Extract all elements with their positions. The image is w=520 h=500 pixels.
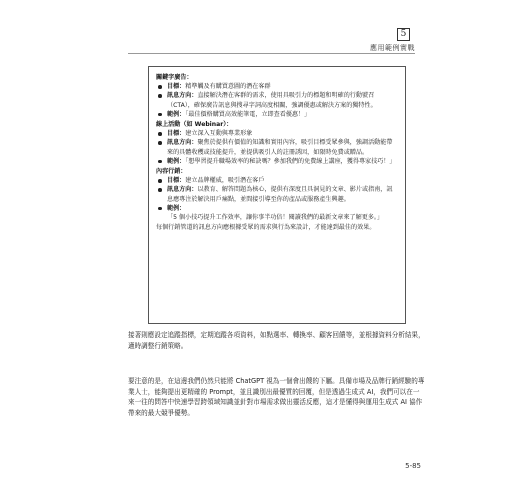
bullet-term: 訊息方向： — [167, 139, 198, 147]
box-summary: 每個行銷管道的訊息方向應根據受眾的需求與行為來設計，才能達到最佳的效果。 — [156, 224, 376, 232]
bullet-term: 目標： — [167, 130, 186, 138]
bullet-text: 「最佳價格購買高效能筆電，立即查看優惠！」 — [185, 110, 311, 118]
body-paragraph-2: 要注意的是，在這邊我們仍然只能將 ChatGPT 視為一個會出餿的下屬。具備市場及品牌行銷經驗的專業人士，能夠提出更精確的 Prompt，並且識別出最優質的回覆，但是透過生成式 AI，我們可以在一來一往的問答中快速學習跨領域知識並針對市場需求做出靈活反應，這才是懂得與運用生成式 AI 協作帶來的最大競爭優勢。 — [128, 377, 425, 417]
list-item — [156, 82, 398, 91]
bullet-text: 精準觸及有購買意圖的潛在客群 — [185, 83, 271, 91]
section-title-webinar: 線上活動（如 Webinar）： — [156, 121, 233, 129]
bullet-term: 範例： — [167, 204, 186, 212]
page-number: 5-85 — [405, 462, 421, 470]
list-item — [156, 138, 398, 156]
chatgpt-response-box — [148, 66, 406, 324]
bullet-term: 目標： — [167, 83, 186, 91]
list-item — [156, 157, 398, 166]
bullet-text: 以教育、解答問題為核心，提供有深度且具洞見的文章、影片或指南，訊息應專注於解決用戶痛點，並間接引導至你的產品或服務產生興趣。 — [167, 186, 393, 203]
bullet-text: 建立品牌權威，吸引潛在客戶 — [185, 177, 265, 185]
bullet-term: 範例： — [167, 157, 186, 165]
list-item — [156, 204, 398, 222]
bullet-term: 訊息方向： — [167, 186, 198, 194]
list-item — [156, 91, 398, 109]
bullet-text: 直接解決潛在客群的需求，使用具吸引力的標題和明確的行動號召（CTA），確保廣告訊息與搜尋字詞高度相關，強調優惠或解決方案的獨特性。 — [167, 92, 377, 109]
bullet-term: 訊息方向： — [167, 92, 198, 100]
bullet-text: 聚焦於提供有價值的知識和實用內容，吸引目標受眾參與，強調活動能帶來的具體收穫或技能提升，並提供吸引人的註冊誘因，如限時免費或贈品。 — [167, 139, 393, 156]
section-title-keyword-ads: 關鍵字廣告： — [156, 74, 193, 81]
list-item — [156, 110, 398, 119]
chapter-title: 應用範例實戰 — [370, 44, 415, 52]
body-paragraph-1: 接著則應設定追蹤指標，定期追蹤各項資料，如點選率、轉換率、顧客回饋等，並根據資料分析結果，適時調整行銷策略。 — [128, 331, 425, 350]
bullet-text: 「5 個小技巧提升工作效率，讓你事半功倍！閱讀我們的最新文章來了解更多。」 — [167, 214, 384, 222]
bullet-text: 「想學習提升職場效率的秘訣嗎？參加我們的免費線上講座，獲得專家技巧！」 — [185, 157, 396, 165]
list-item — [156, 129, 398, 138]
bullet-text: 建立深入互動與專業形象 — [185, 130, 253, 138]
section-title-content-marketing: 內容行銷： — [156, 168, 187, 176]
bullet-term: 範例： — [167, 110, 186, 118]
list-item — [156, 176, 398, 185]
bullet-term: 目標： — [167, 177, 186, 185]
list-item — [156, 185, 398, 203]
chapter-number-box: 5 — [397, 28, 410, 41]
header-divider — [128, 53, 415, 54]
